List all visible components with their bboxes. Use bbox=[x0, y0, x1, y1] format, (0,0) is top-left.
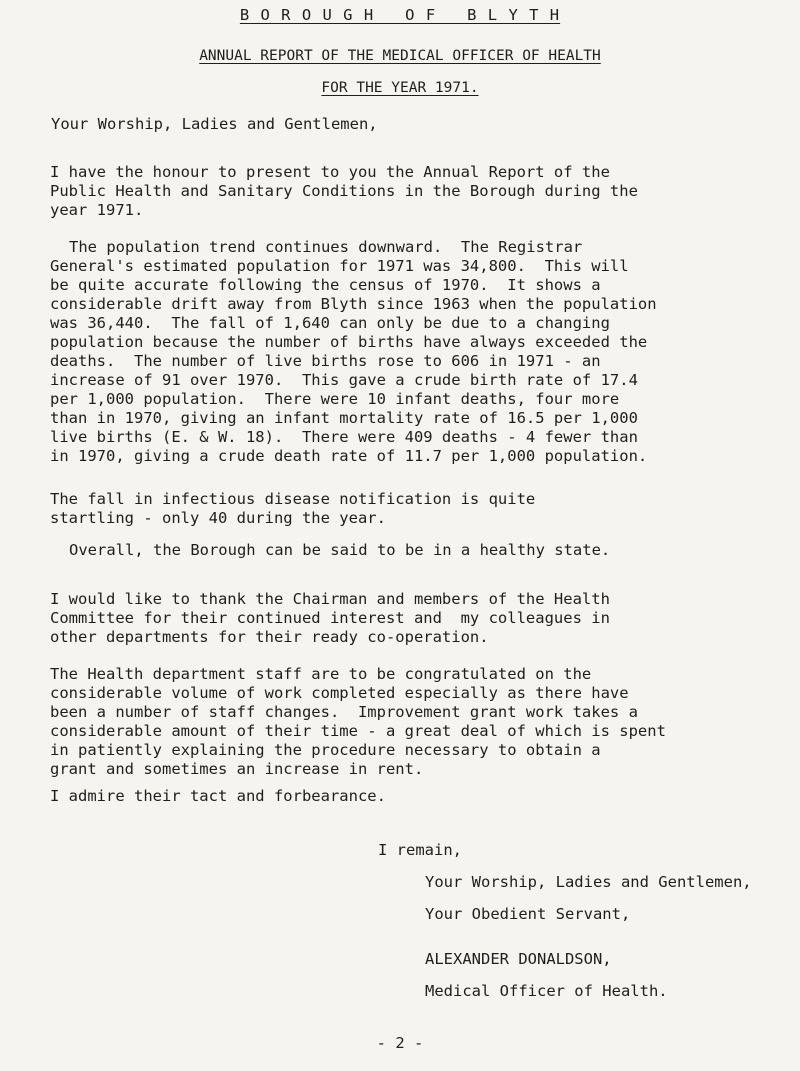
paragraph-line: was 36,440. The fall of 1,640 can only be due to a changing bbox=[50, 314, 610, 332]
paragraph-line: Committee for their continued interest and my colleagues in bbox=[50, 609, 610, 627]
page-number: - 2 - bbox=[376, 1034, 424, 1052]
paragraph-line: I admire their tact and forbearance. bbox=[50, 787, 386, 805]
paragraph-infectious-disease bbox=[50, 490, 790, 528]
closing-address: Your Worship, Ladies and Gentlemen, bbox=[425, 873, 752, 891]
paragraph-line: General's estimated population for 1971 was 34,800. This will bbox=[50, 257, 629, 275]
paragraph-line: per 1,000 population. There were 10 infant deaths, four more bbox=[50, 390, 620, 408]
paragraph-line: considerable amount of their time - a great deal of which is spent bbox=[50, 722, 666, 740]
paragraph-line: The Health department staff are to be congratulated on the bbox=[50, 665, 592, 683]
report-year: FOR THE YEAR 1971. bbox=[321, 80, 479, 96]
report-title: ANNUAL REPORT OF THE MEDICAL OFFICER OF HEALTH bbox=[199, 48, 601, 64]
paragraph-line: be quite accurate following the census of 1970. It shows a bbox=[50, 276, 601, 294]
salutation bbox=[51, 115, 791, 134]
paragraph-line: considerable drift away from Blyth since 1963 when the population bbox=[50, 295, 657, 313]
paragraph-line: considerable volume of work completed especially as there have bbox=[50, 684, 629, 702]
paragraph-line: than in 1970, giving an infant mortality rate of 16.5 per 1,000 bbox=[50, 409, 638, 427]
paragraph-line: I would like to thank the Chairman and members of the Health bbox=[50, 590, 610, 608]
paragraph-overall bbox=[50, 541, 790, 560]
paragraph-line: I have the honour to present to you the Annual Report of the bbox=[50, 163, 610, 181]
paragraph-population bbox=[50, 238, 790, 466]
paragraph-line: year 1971. bbox=[50, 201, 144, 219]
salutation-line: Your Worship, Ladies and Gentlemen, bbox=[51, 115, 378, 133]
paragraph-intro bbox=[50, 163, 790, 220]
paragraph-line: in patiently explaining the procedure necessary to obtain a bbox=[50, 741, 601, 759]
paragraph-line: deaths. The number of live births rose to 606 in 1971 - an bbox=[50, 352, 601, 370]
paragraph-staff bbox=[50, 665, 790, 779]
borough-heading: B O R O U G H O F B L Y T H bbox=[239, 6, 561, 24]
paragraph-line: Overall, the Borough can be said to be in a healthy state. bbox=[69, 541, 611, 559]
paragraph-line: been a number of staff changes. Improvement grant work takes a bbox=[50, 703, 638, 721]
paragraph-line: The population trend continues downward. The Registrar bbox=[69, 238, 583, 256]
paragraph-line: grant and sometimes an increase in rent. bbox=[50, 760, 424, 778]
paragraph-line: Public Health and Sanitary Conditions in the Borough during the bbox=[50, 182, 638, 200]
paragraph-line: live births (E. & W. 18). There were 409 deaths - 4 fewer than bbox=[50, 428, 638, 446]
paragraph-line: The fall in infectious disease notification is quite bbox=[50, 490, 536, 508]
paragraph-line: startling - only 40 during the year. bbox=[50, 509, 386, 527]
paragraph-admiration bbox=[50, 787, 790, 806]
paragraph-line: other departments for their ready co-operation. bbox=[50, 628, 489, 646]
closing-servant: Your Obedient Servant, bbox=[425, 905, 631, 923]
closing-remain: I remain, bbox=[378, 841, 462, 859]
paragraph-thanks bbox=[50, 590, 790, 647]
paragraph-line: in 1970, giving a crude death rate of 11.7 per 1,000 population. bbox=[50, 447, 648, 465]
signatory-title: Medical Officer of Health. bbox=[425, 982, 668, 1000]
signatory-name: ALEXANDER DONALDSON, bbox=[425, 950, 612, 968]
paragraph-line: population because the number of births have always exceeded the bbox=[50, 333, 648, 351]
paragraph-line: increase of 91 over 1970. This gave a crude birth rate of 17.4 bbox=[50, 371, 638, 389]
